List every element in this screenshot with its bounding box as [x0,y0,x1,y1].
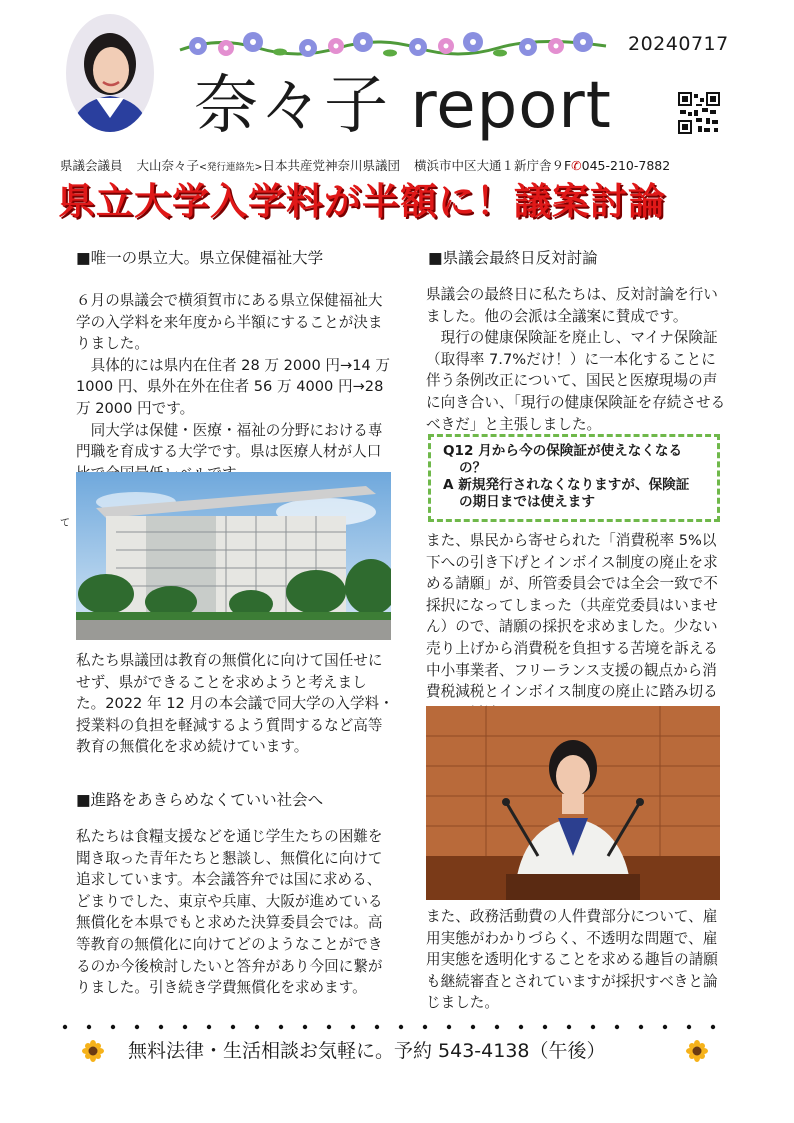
paragraph: 現行の健康保険証を廃止し、マイナ保険証（取得率 7.7%だけ！）に一本化することに伴う条例改正について、国民と医療現場の声に向き合い、「現行の健康保険証を存続させるべきだ」と主張しました。 [426,329,726,433]
qa-answer-cont: の期日までは使えます [459,494,595,510]
qr-code-icon[interactable] [678,92,720,134]
newsletter-title: 奈々子 report [194,69,612,143]
issue-date: 20240717 [628,33,729,55]
section-future-body: 私たちは食糧支援などを通じ学生たちの困難を聞き取った青年たちと懇談し、無償化に向けて追求しています。本会議答弁では国に求める、どまりでした、東京や兵庫、大阪が進めている無償化を本県でもと求めた決算委員会では。高等教育の無償化に向けてどのようなことができるのか今後検討したいと答弁があり今回に繋がりました。引き続き学費無償化を求めます。 [76,828,383,997]
section-opposition-body [426,284,728,435]
portrait-photo [66,14,154,132]
paragraph: 具体的には県内在住者 28 万 2000 円→14 万 1000 円、県外在外在住者 56 万 4000 円→28 万 2000 円です。 [76,356,391,417]
section-heading-future: ■進路をあきらめなくていい社会へ [76,791,324,809]
issuer-phone[interactable]: 045-210-7882 [581,158,671,173]
issuer-role: 県議会議員 [60,158,123,173]
stray-character: て [60,518,70,529]
sunflower-icon [686,1040,708,1062]
paragraph: ６月の県議会で横須賀市にある県立保健福祉大学の入学料を来年度から半額にすることが決まりました。 [76,292,383,353]
section-university-body [76,290,394,484]
issuer-info [60,156,670,174]
qa-question-cont: の？ [459,460,487,476]
section-heading-opposition: ■県議会最終日反対討論 [428,249,598,267]
activity-expense-paragraph: また、政務活動費の人件費部分について、雇用実態がわかりづらく、不透明な問題で、雇用実態を透明化することを求める趣旨の請願も継続審査とされていますが採択すべきと論じました。 [426,908,718,1012]
section-heading-university: ■唯一の県立大。県立保健福祉大学 [76,249,324,267]
dotted-divider [60,1022,720,1032]
phone-icon: ✆ [571,158,582,173]
education-free-paragraph: 私たち県議団は教育の無償化に向けて国任せにせず、県ができることを求めようと考えました。2022 年 12 月の本会議で同大学の入学料・授業料の負担を軽減するよう質問するなど高等教育の無償化を求め続けています。 [76,652,394,756]
issuer-name: 大山奈々子 [136,158,200,173]
consultation-footer: 無料法律・生活相談お気軽に。予約 543-4138（午後） [128,1040,606,1062]
consumption-tax-paragraph: また、県民から寄せられた「消費税率 5%以下への引き下げとインボイス制度の廃止を求める請願」が、所管委員会では全会一致で不採択になってしまった（共産党委員はいません）ので、請願の採択を求めました。少ない売り上げから消費税を負担する苦境を訴える中小事業者、フリーランス支援の観点から消費税減税とインボイス制度の廃止に踏み切る [426,532,718,701]
contact-label: <発行連絡先> [199,162,263,173]
main-headline: 県立大学入学料が半額に！議案討論 [58,180,666,223]
paragraph: 県議会の最終日に私たちは、反対討論を行いました。他の会派は全議案に賛成です。 [426,286,718,325]
qa-callout [428,434,720,522]
qa-answer: A 新規発行されなくなりますが、保険証 [443,477,690,493]
paragraph: 同大学は保健・医療・福祉の分野における専門職を育成する大学です。県は医療人材が人口 [76,421,383,461]
qa-question: Q12 月から今の保険証が使えなくなる [443,443,683,459]
flower-garland-icon [178,28,608,62]
university-building-photo [76,472,391,640]
issuer-org: 日本共産党神奈川県議団 [262,158,400,173]
speaker-at-podium-photo [426,706,720,900]
issuer-address: 横浜市中区大通１新庁舎９F [413,158,572,173]
sunflower-icon [82,1040,104,1062]
